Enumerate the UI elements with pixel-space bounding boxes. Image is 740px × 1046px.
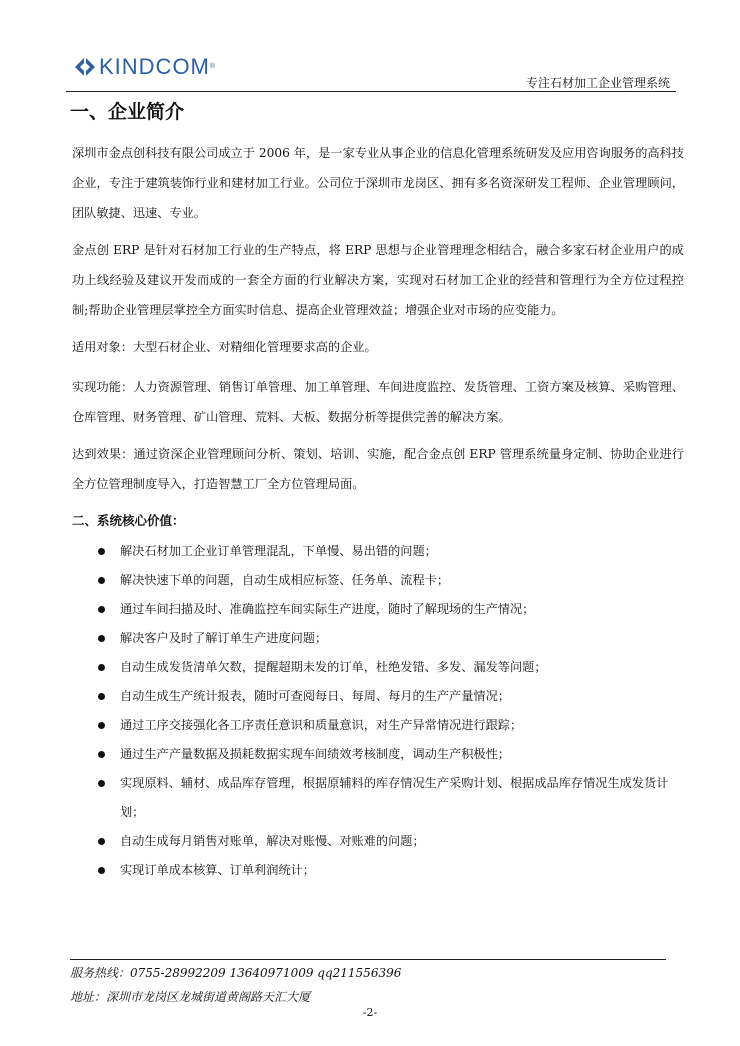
section-2-heading: 二、系统核心价值：	[72, 513, 185, 528]
list-item-text: 解决石材加工企业订单管理混乱，下单慢、易出错的问题；	[120, 544, 437, 558]
service-hotline: 服务热线：0755-28992209 13640971009 qq211556396	[70, 966, 402, 980]
bullet-icon	[98, 577, 105, 584]
header-title: 专注石材加工企业管理系统	[525, 76, 670, 90]
list-item	[72, 856, 684, 885]
list-item	[72, 566, 684, 595]
registered-mark: ®	[209, 63, 217, 70]
paragraph-effects: 达到效果：通过资深企业管理顾问分析、策划、培训、实施，配合金点创 ERP 管理系统量身定制、协助企业进行全方位管理制度导入，打造智慧工厂全方位管理局面。	[72, 447, 684, 491]
list-item	[72, 769, 684, 827]
bullet-icon	[98, 867, 105, 874]
document-body	[72, 138, 684, 885]
list-item-text: 实现原料、辅材、成品库存管理，根据原辅料的库存情况生产采购计划、根据成品库存情况生成发货计划；	[120, 776, 669, 819]
bullet-icon	[98, 722, 105, 729]
company-logo	[74, 56, 216, 78]
bullet-icon	[98, 751, 105, 758]
list-item-text: 通过工序交接强化各工序责任意识和质量意识，对生产异常情况进行跟踪；	[120, 718, 523, 732]
header-divider	[66, 91, 676, 92]
section-1-heading: 一、企业简介	[70, 101, 185, 123]
bullet-icon	[98, 635, 105, 642]
bullet-icon	[98, 780, 105, 787]
paragraph-functions: 实现功能：人力资源管理、销售订单管理、加工单管理、车间进度监控、发货管理、工资方案及核算、采购管理、仓库管理、财务管理、矿山管理、荒料、大板、数据分析等提供完善的解决方案。	[72, 380, 684, 424]
bullet-icon	[98, 693, 105, 700]
footer-divider	[70, 959, 666, 960]
list-item-text: 自动生成每月销售对账单，解决对账慢、对账难的问题；	[120, 834, 425, 848]
bullet-icon	[98, 664, 105, 671]
kindcom-logo-icon	[74, 57, 96, 77]
paragraph-company-intro: 深圳市金点创科技有限公司成立于 2006 年，是一家专业从事企业的信息化管理系统研发及应用咨询服务的高科技企业，专注于建筑装饰行业和建材加工行业。公司位于深圳市龙岗区、拥有多名资深研发工程师、企业管理顾问，团队敏捷、迅速、专业。	[72, 146, 684, 220]
list-item	[72, 595, 684, 624]
list-item-text: 自动生成发货清单欠数，提醒超期未发的订单，杜绝发错、多发、漏发等问题；	[120, 660, 547, 674]
page-header	[66, 52, 676, 92]
list-item	[72, 682, 684, 711]
page-number: -2-	[362, 1006, 378, 1019]
company-address: 地址：深圳市龙岗区龙城街道黄阁路天汇大厦	[70, 990, 311, 1004]
list-item	[72, 537, 684, 566]
bullet-icon	[98, 838, 105, 845]
list-item	[72, 624, 684, 653]
paragraph-erp-intro: 金点创 ERP 是针对石材加工行业的生产特点，将 ERP 思想与企业管理理念相结合，融合多家石材企业用户的成功上线经验及建议开发而成的一套全方面的行业解决方案，实现对石材加工企业的经营和管理行为全方位过程控制;帮助企业管理层掌控全方面实时信息、提高企业管理效益；增强企业对市场的应变能力。	[72, 243, 684, 317]
bullet-icon	[98, 606, 105, 613]
list-item-text: 解决快速下单的问题，自动生成相应标签、任务单、流程卡；	[120, 573, 450, 587]
paragraph-target-users: 适用对象：大型石材企业、对精细化管理要求高的企业。	[72, 340, 377, 354]
list-item-text: 自动生成生产统计报表，随时可查阅每日、每周、每月的生产产量情况；	[120, 689, 510, 703]
bullet-icon	[98, 548, 105, 555]
list-item	[72, 653, 684, 682]
list-item-text: 解决客户及时了解订单生产进度问题；	[120, 631, 328, 645]
list-item	[72, 740, 684, 769]
list-item-text: 通过生产产量数据及损耗数据实现车间绩效考核制度，调动生产积极性；	[120, 747, 510, 761]
list-item	[72, 827, 684, 856]
logo-text: KINDCOM®	[99, 54, 217, 79]
core-value-list	[72, 537, 684, 885]
list-item-text: 通过车间扫描及时、准确监控车间实际生产进度，随时了解现场的生产情况；	[120, 602, 535, 616]
list-item-text: 实现订单成本核算、订单利润统计；	[120, 863, 315, 877]
list-item	[72, 711, 684, 740]
